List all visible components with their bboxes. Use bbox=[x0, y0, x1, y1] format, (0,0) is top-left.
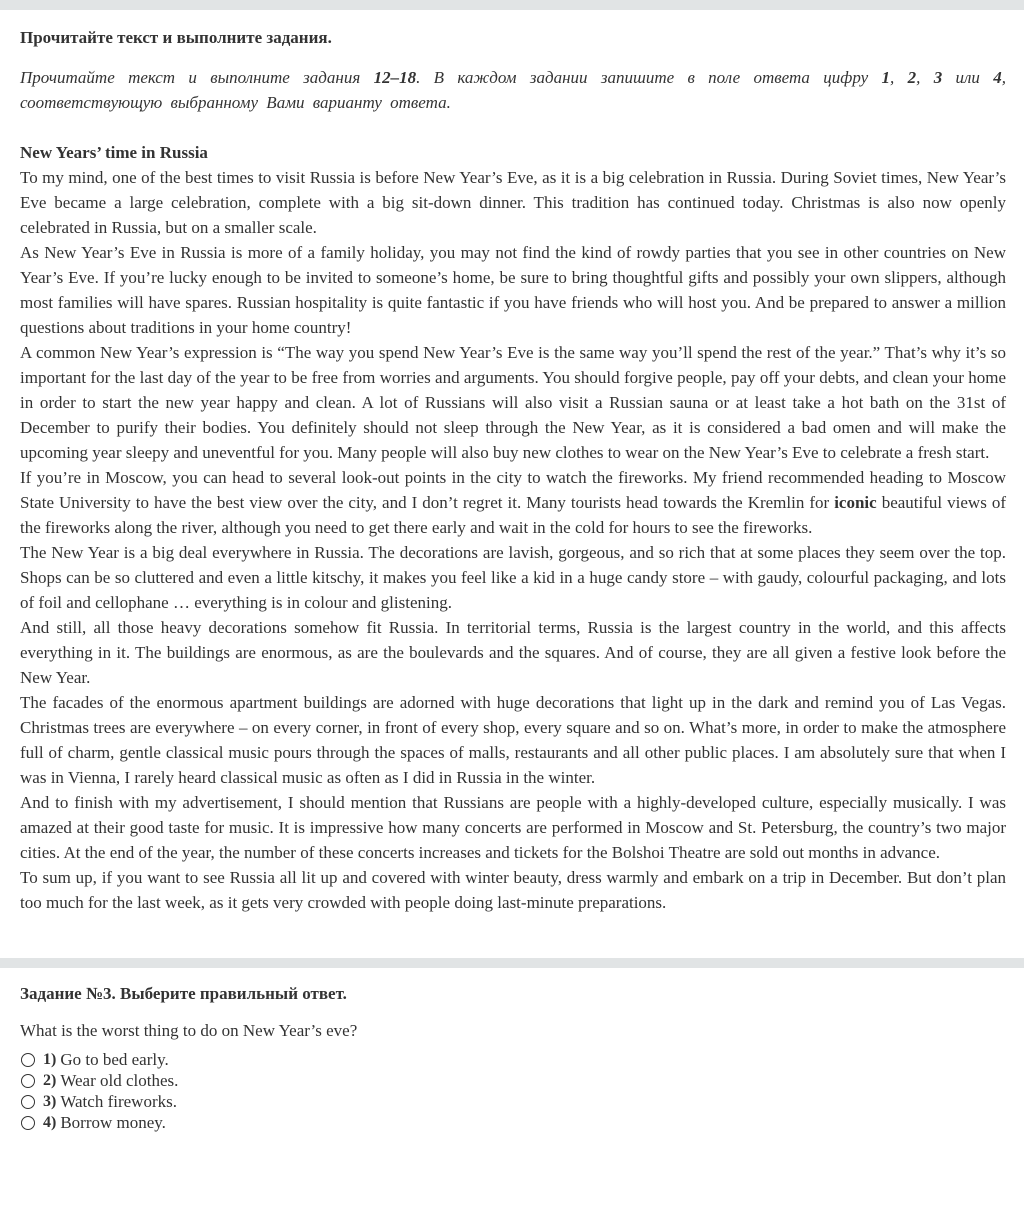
instr-sep1: , bbox=[890, 68, 908, 87]
article-paragraph: A common New Year’s expression is “The way you spend New Year’s Eve is the same way you’ll spend the rest of the year.” That’s why it’s so important for the last day of the year to be free from worries and arguments. You should forgive people, pay off your debts, and clean your home in order to start the new year happy and clean. A lot of Russians will also visit a Russian sauna or at least take a hot bath on the 31st of December to purify their bodies. You definitely should not sleep through the New Year, as it is considered a bad omen and will make the upcoming year sleepy and uneventful for you. Many people will also buy new clothes to wear on the New Year’s Eve to celebrate a fresh start. bbox=[20, 343, 1006, 462]
article-paragraph: The New Year is a big deal everywhere in Russia. The decorations are lavish, gorgeous, and so rich that at some places they seem over the top. Shops can be so cluttered and even a little kitschy, it makes you feel like a kid in a huge candy store – with gaudy, colourful packaging, and lots of foil and cellophane … everything is in colour and glistening. bbox=[20, 543, 1006, 612]
bold-word: iconic bbox=[834, 493, 877, 512]
question-task-title: Задание №3. Выберите правильный ответ. bbox=[20, 984, 347, 1003]
option-text: Borrow money. bbox=[60, 1113, 166, 1132]
instr-sep2: , bbox=[916, 68, 934, 87]
question-text: What is the worst thing to do on New Year’s eve? bbox=[20, 1021, 358, 1040]
option-text: Go to bed early. bbox=[60, 1050, 169, 1069]
article-paragraph: And to finish with my advertisement, I should mention that Russians are people with a highly-developed culture, especially musically. I was amazed at their good taste for music. It is impressive how many concerts are performed in Moscow and St. Petersburg, the country’s two major cities. At the end of the year, the number of these concerts increases and tickets for the Bolshoi Theatre are sold out months in advance. bbox=[20, 793, 1006, 862]
answer-option-2[interactable] bbox=[20, 1070, 1006, 1091]
answer-option-3[interactable] bbox=[20, 1091, 1006, 1112]
option-number: 3) bbox=[43, 1093, 57, 1110]
instr-digit-2: 2 bbox=[907, 68, 917, 87]
radio-button[interactable] bbox=[21, 1116, 35, 1130]
option-number: 2) bbox=[43, 1072, 57, 1089]
instr-digit-1: 1 bbox=[881, 68, 890, 87]
article-paragraph: To sum up, if you want to see Russia all lit up and covered with winter beauty, dress warmly and embark on a trip in December. But don’t plan too much for the last week, as it gets very crowded with people doing last-minute preparations. bbox=[20, 868, 1006, 912]
radio-button[interactable] bbox=[21, 1053, 35, 1067]
article-paragraph: The facades of the enormous apartment buildings are adorned with huge decorations that light up in the dark and remind you of Las Vegas. Christmas trees are everywhere – on every corner, in front of every shop, every square and so on. What’s more, in order to make the atmosphere full of charm, gentle classical music pours through the spaces of malls, restaurants and all other public places. I am absolutely sure that when I was in Vienna, I rarely heard classical music as often as I did in Russia in the winter. bbox=[20, 693, 1006, 787]
paragraph-text: beautiful views of the fireworks along the river, although you need to get there early and wait in the cold for hours to see the fireworks. bbox=[20, 493, 1006, 537]
instr-sep3: или bbox=[942, 68, 994, 87]
article-paragraph bbox=[20, 465, 1006, 540]
article-title: New Years’ time in Russia bbox=[20, 143, 208, 162]
article-paragraph: And still, all those heavy decorations somehow fit Russia. In territorial terms, Russia is the largest country in the world, and this affects everything in it. The buildings are enormous, as are the boulevards and the squares. And of course, they are all given a festive look before the New Year. bbox=[20, 618, 1006, 687]
answer-option-4[interactable] bbox=[20, 1112, 1006, 1133]
section-divider-bar bbox=[0, 958, 1024, 968]
question-section bbox=[0, 968, 1024, 1133]
option-number: 1) bbox=[43, 1051, 57, 1068]
instr-part1: Прочитайте текст и выполните задания bbox=[20, 68, 374, 87]
paragraph-text: If you’re in Moscow, you can head to several look-out points in the city to watch the fireworks. My friend recommended heading to Moscow State University to have the best view over the city, and I don’t regret it. Many tourists head towards the Kremlin for bbox=[20, 468, 1006, 512]
option-number: 4) bbox=[43, 1114, 57, 1131]
instr-digit-3: 3 bbox=[933, 68, 943, 87]
instr-part3: , соответствующую выбранному Вами варианту ответа. bbox=[20, 68, 1007, 112]
answer-options bbox=[20, 1049, 1006, 1133]
reading-section bbox=[0, 10, 1024, 915]
top-divider-bar bbox=[0, 0, 1024, 10]
option-text: Wear old clothes. bbox=[60, 1071, 179, 1090]
article-paragraph: As New Year’s Eve in Russia is more of a family holiday, you may not find the kind of rowdy parties that you see in other countries on New Year’s Eve. If you’re lucky enough to be invited to someone’s home, be sure to bring thoughtful gifts and possibly your own slippers, although most families will have spares. Russian hospitality is quite fantastic if you have friends who will host you. And be prepared to answer a million questions about traditions in your home country! bbox=[20, 243, 1006, 337]
instructions-text bbox=[20, 65, 1006, 115]
article-paragraph: To my mind, one of the best times to visit Russia is before New Year’s Eve, as it is a big celebration in Russia. During Soviet times, New Year’s Eve became a large celebration, complete with a big sit-down dinner. This tradition has continued today. Christmas is also now openly celebrated in Russia, but on a smaller scale. bbox=[20, 168, 1006, 237]
option-text: Watch fireworks. bbox=[60, 1092, 177, 1111]
instr-range: 12–18 bbox=[373, 68, 417, 87]
reading-task-title: Прочитайте текст и выполните задания. bbox=[20, 28, 332, 47]
radio-button[interactable] bbox=[21, 1074, 35, 1088]
radio-button[interactable] bbox=[21, 1095, 35, 1109]
answer-option-1[interactable] bbox=[20, 1049, 1006, 1070]
instr-digit-4: 4 bbox=[993, 68, 1002, 87]
instr-part2: . В каждом задании запишите в поле ответа цифру bbox=[416, 68, 882, 87]
